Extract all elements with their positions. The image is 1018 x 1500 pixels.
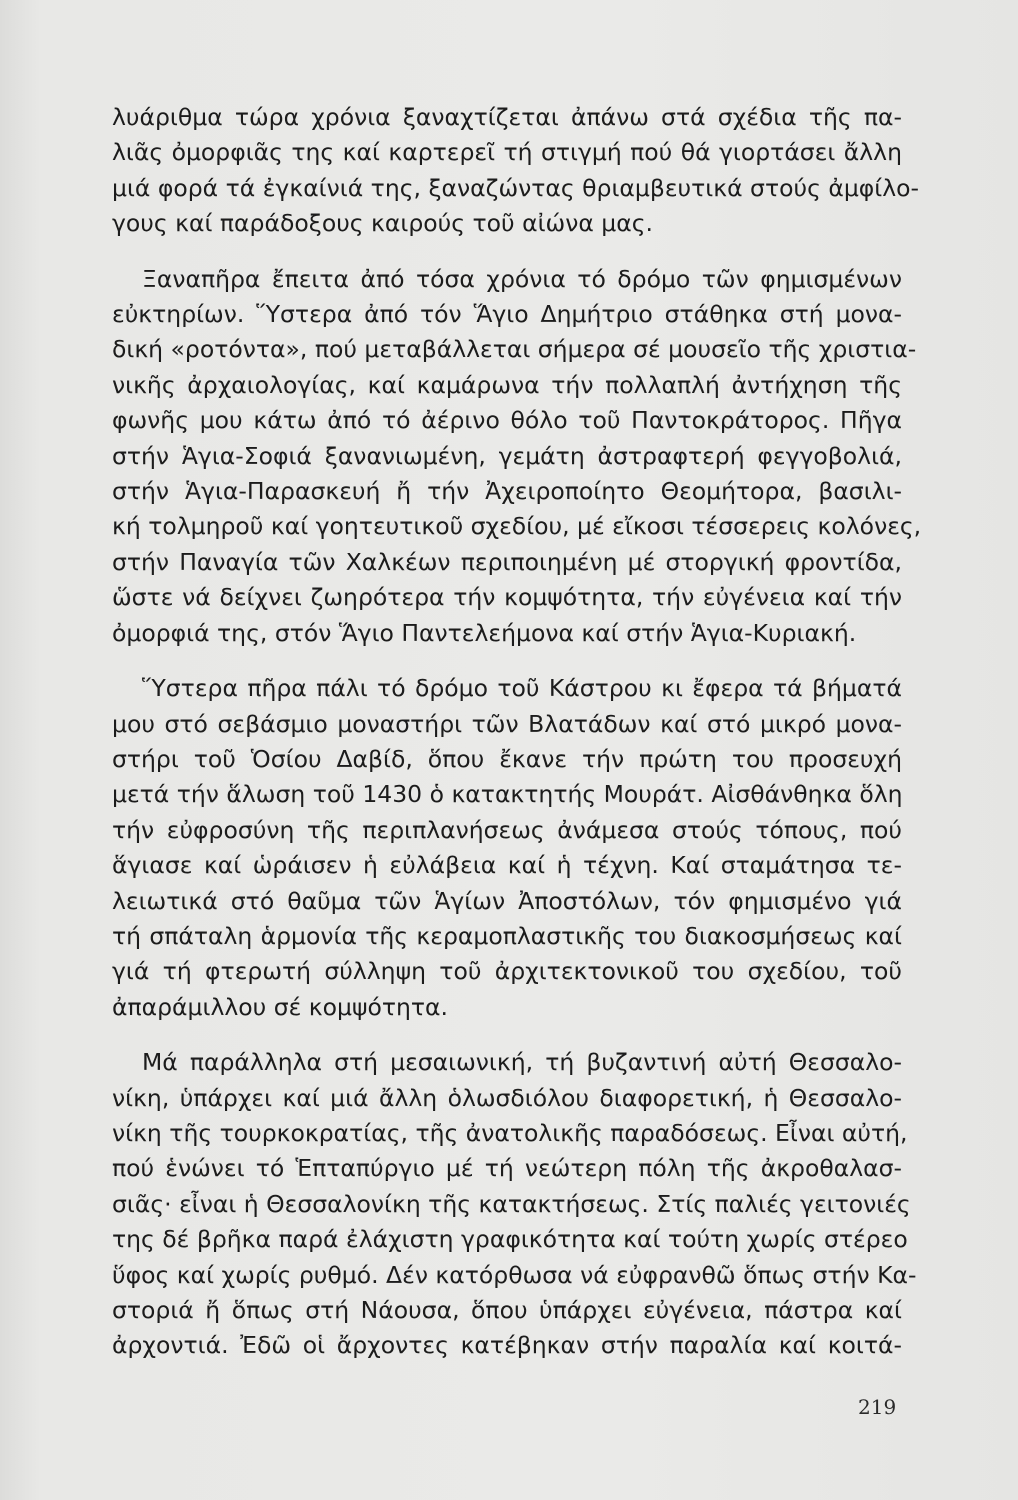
text-line: κή τολμηροῦ καί γοητευτικοῦ σχεδίου, μέ εἴκοσι τέσσερεις κολόνες, [112, 512, 922, 541]
body-text [112, 100, 922, 1364]
text-line: νίκη τῆς τουρκοκρατίας, τῆς ἀνατολικῆς παραδόσεως. Εἶναι αὐτή, [112, 1118, 908, 1147]
text-line: Ὕστερα πῆρα πάλι τό δρόμο τοῦ Κάστρου κι ἔφερα τά βήματά [142, 674, 902, 703]
text-line: στήν Ἁγια-Σοφιά ξανανιωμένη, γεμάτη ἀστραφτερή φεγγοβολιά, [112, 441, 902, 470]
text-line: ὀμορφιά της, στόν Ἅγιο Παντελεήμονα καί στήν Ἁγια-Κυριακή. [112, 618, 857, 647]
text-line: πού ἑνώνει τό Ἑπταπύργιο μέ τή νεώτερη πόλη τῆς ἀκροθαλασ- [112, 1154, 902, 1183]
paragraph [112, 100, 919, 242]
text-line: νίκη, ὑπάρχει καί μιά ἄλλη ὁλωσδιόλου διαφορετική, ἡ Θεσσαλο- [112, 1083, 902, 1112]
text-line: ὕφος καί χωρίς ρυθμό. Δέν κατόρθωσα νά εὐφρανθῶ ὅπως στήν Κα- [112, 1260, 917, 1289]
paragraph [112, 262, 922, 651]
text-line: ἀρχοντιά. Ἐδῶ οἱ ἄρχοντες κατέβηκαν στήν παραλία καί κοιτά- [112, 1331, 902, 1360]
text-line: στήρι τοῦ Ὁσίου Δαβίδ, ὅπου ἔκανε τήν πρώτη του προσευχή [112, 744, 902, 773]
text-line: λυάριθμα τώρα χρόνια ξαναχτίζεται ἀπάνω στά σχέδια τῆς πα- [112, 103, 902, 131]
text-line: ἀπαράμιλλου σέ κομψότητα. [112, 992, 448, 1021]
text-line: εὐκτηρίων. Ὕστερα ἀπό τόν Ἅγιο Δημήτριο στάθηκα στή μονα- [112, 300, 902, 329]
text-line: φωνῆς μου κάτω ἀπό τό ἀέρινο θόλο τοῦ Παντοκράτορος. Πῆγα [112, 406, 902, 435]
text-line: μου στό σεβάσμιο μοναστήρι τῶν Βλατάδων καί στό μικρό μονα- [112, 709, 902, 738]
text-line: τή σπάταλη ἁρμονία τῆς κεραμοπλαστικῆς του διακοσμήσεως καί [112, 921, 902, 950]
text-line: Ξαναπῆρα ἔπειτα ἀπό τόσα χρόνια τό δρόμο τῶν φημισμένων [142, 264, 902, 293]
text-line: λιᾶς ὀμορφιᾶς της καί καρτερεῖ τή στιγμή πού θά γιορτάσει ἄλλη [112, 138, 902, 167]
text-line: δική «ροτόντα», πού μεταβάλλεται σήμερα σέ μουσεῖο τῆς χριστια- [112, 335, 917, 364]
text-line: στήν Ἁγια-Παρασκευή ἤ τήν Ἀχειροποίητο Θεομήτορα, βασιλι- [112, 477, 902, 506]
text-line: ὥστε νά δείχνει ζωηρότερα τήν κομψότητα, τήν εὐγένεια καί τήν [112, 583, 902, 612]
text-line: γιά τή φτερωτή σύλληψη τοῦ ἀρχιτεκτονικοῦ του σχεδίου, τοῦ [112, 957, 902, 986]
text-line: στοριά ἤ ὅπως στή Νάουσα, ὅπου ὑπάρχει εὐγένεια, πάστρα καί [112, 1296, 902, 1324]
paragraph [112, 1045, 917, 1364]
text-line: ἅγιασε καί ὡράισεν ἡ εὐλάβεια καί ἡ τέχνη. Καί σταμάτησα τε- [112, 851, 902, 880]
page-number: 219 [858, 1395, 897, 1419]
text-line: της δέ βρῆκα παρά ἐλάχιστη γραφικότητα καί τούτη χωρίς στέρεο [112, 1225, 908, 1254]
text-line: νικῆς ἀρχαιολογίας, καί καμάρωνα τήν πολλαπλή ἀντήχηση τῆς [112, 370, 902, 399]
text-line: στήν Παναγία τῶν Χαλκέων περιποιημένη μέ στοργική φροντίδα, [112, 547, 902, 576]
text-line: μετά τήν ἅλωση τοῦ 1430 ὁ κατακτητής Μουράτ. Αἰσθάνθηκα ὅλη [112, 780, 903, 809]
text-line: μιά φορά τά ἐγκαίνιά της, ξαναζώντας θριαμβευτικά στούς ἀμφίλο- [112, 173, 919, 202]
text-line: τήν εὐφροσύνη τῆς περιπλανήσεως ἀνάμεσα στούς τόπους, πού [112, 815, 902, 844]
text-line: λειωτικά στό θαῦμα τῶν Ἁγίων Ἀποστόλων, τόν φημισμένο γιά [112, 886, 902, 915]
text-line: σιᾶς· εἶναι ἡ Θεσσαλονίκη τῆς κατακτήσεως. Στίς παλιές γειτονιές [112, 1189, 911, 1218]
paragraph [112, 671, 902, 1025]
text-line: Μά παράλληλα στή μεσαιωνική, τή βυζαντινή αὐτή Θεσσαλο- [142, 1048, 902, 1077]
text-line: γους καί παράδοξους καιρούς τοῦ αἰώνα μας. [112, 209, 654, 238]
